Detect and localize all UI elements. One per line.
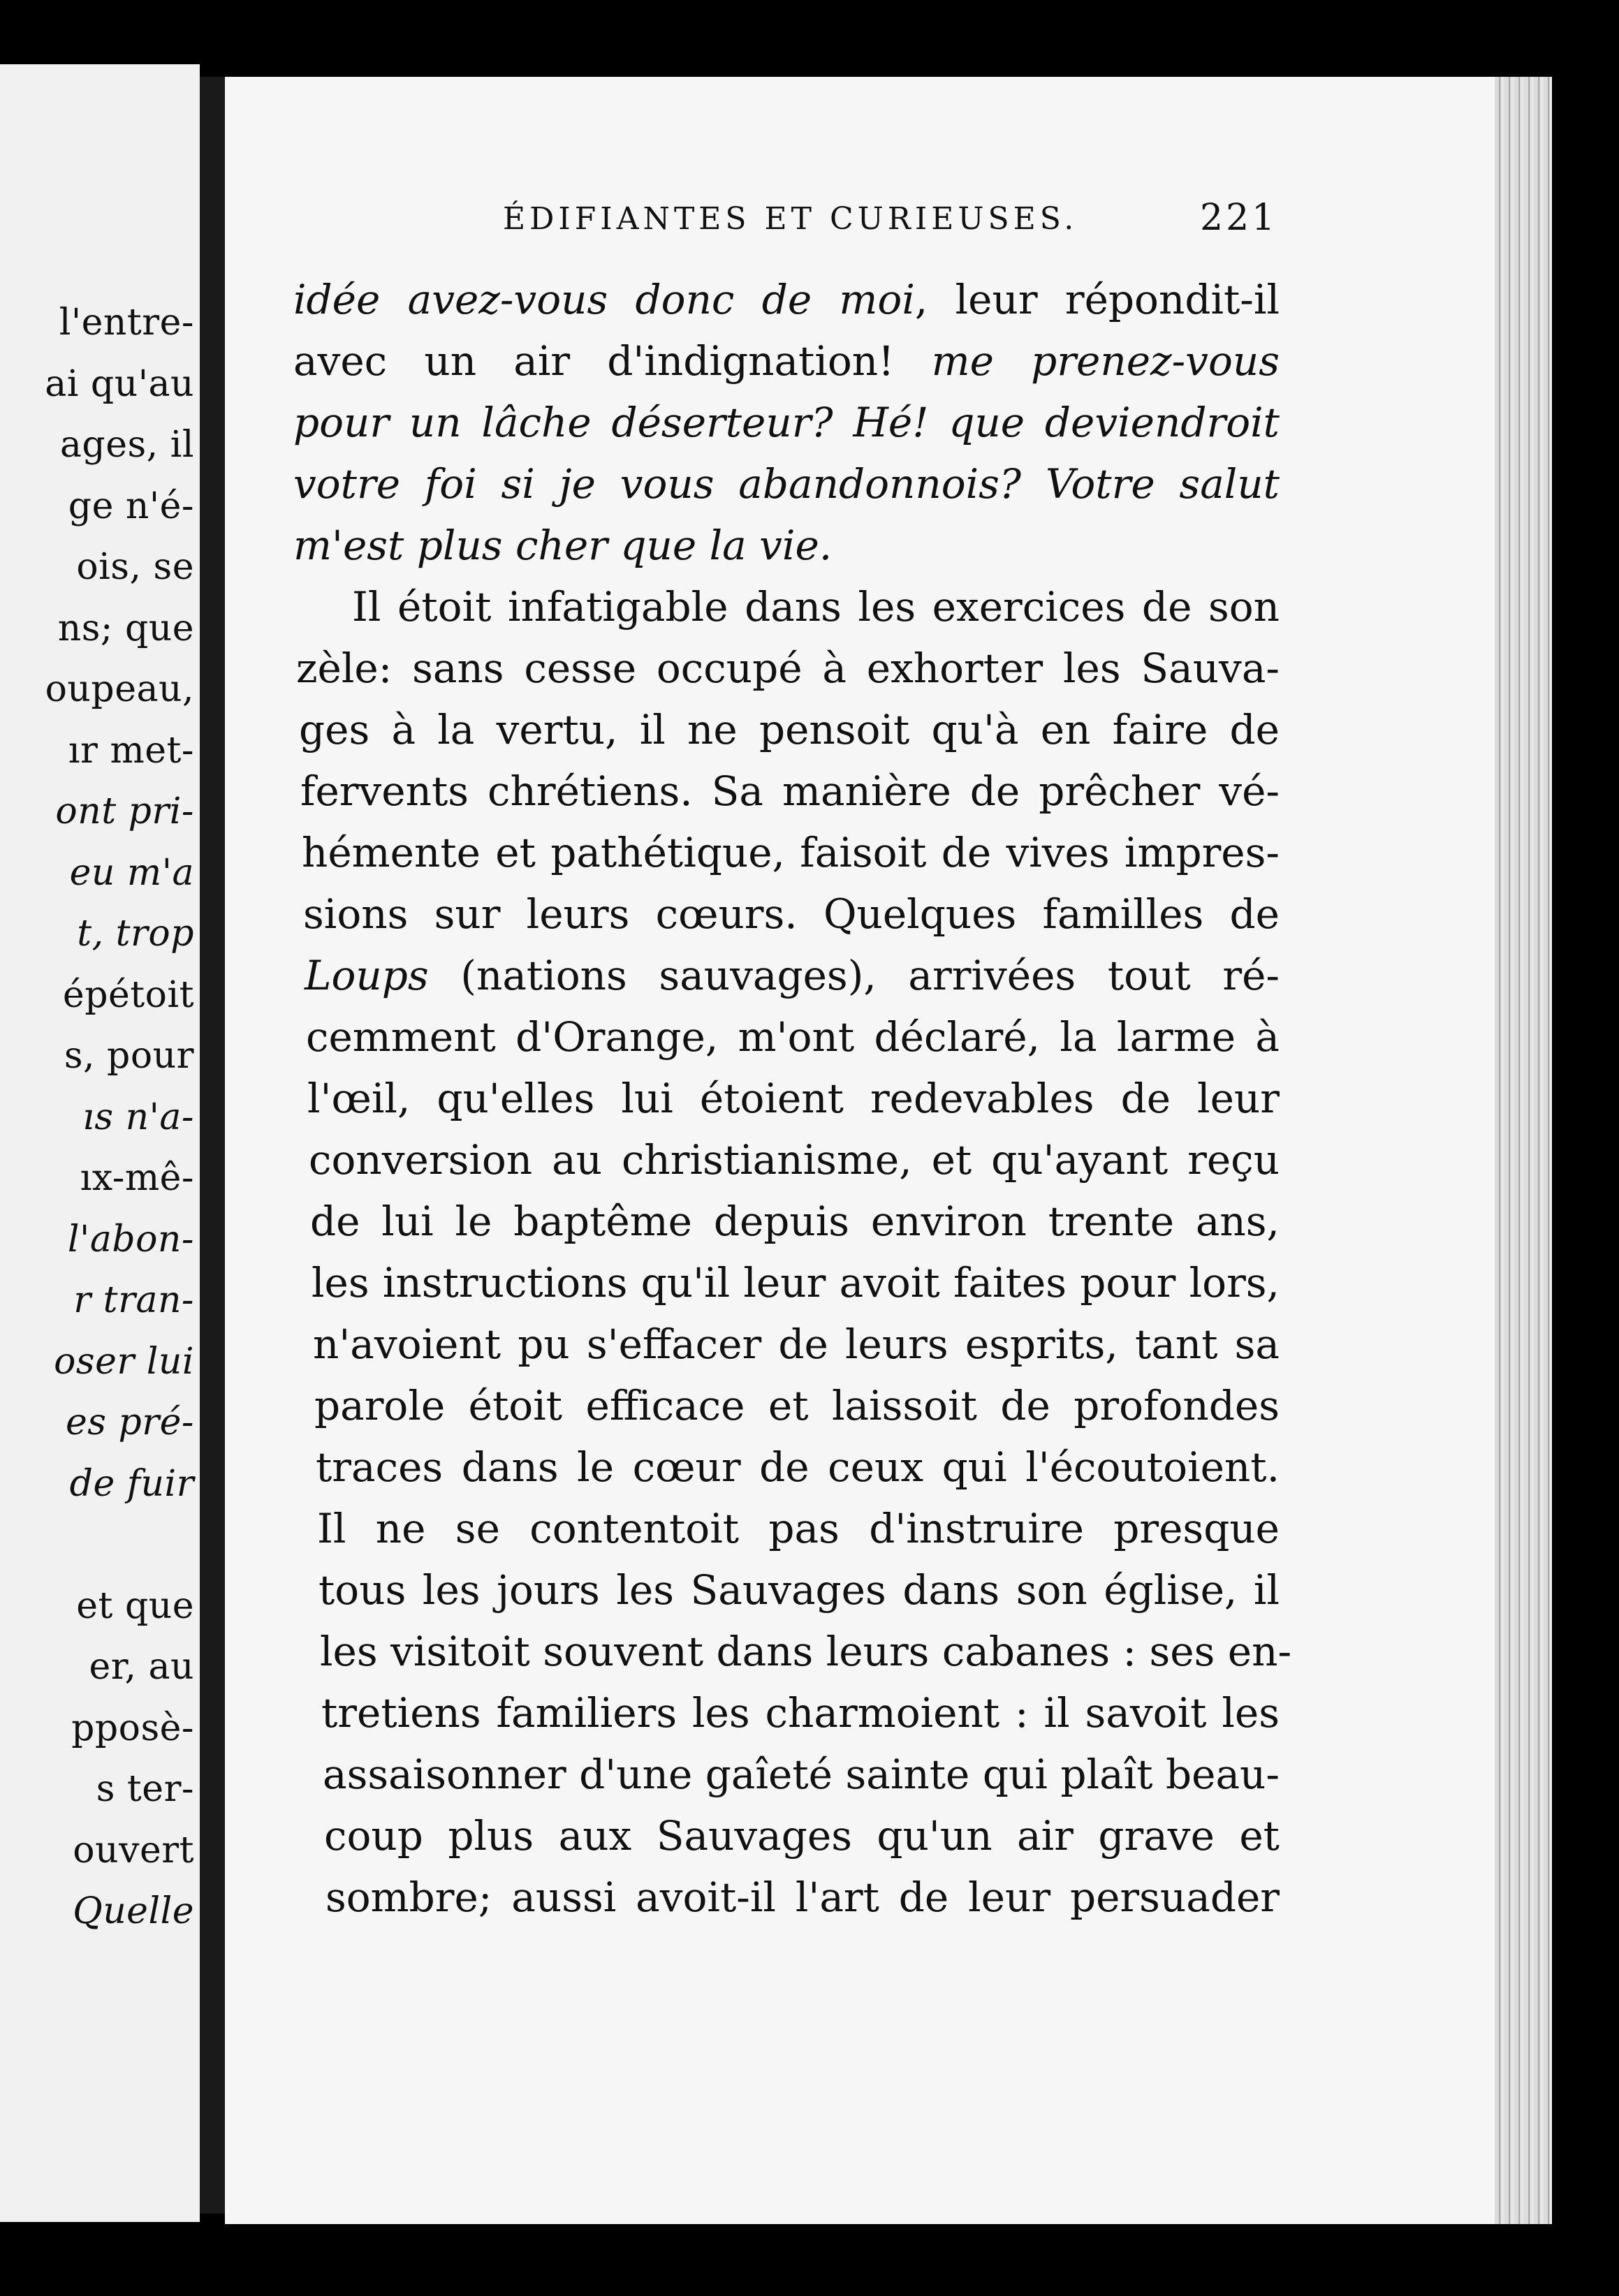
left-page-line: l'abon-: [67, 1218, 194, 1260]
left-page-line: épétoit: [62, 973, 194, 1016]
left-page-line: ages, il: [59, 424, 194, 466]
roman-text: hémente et pathétique, faisoit de vives impres-: [302, 829, 1280, 876]
text-line: [321, 1682, 1280, 1744]
text-line: [300, 760, 1280, 822]
text-line: [325, 1867, 1280, 1928]
roman-text: n'avoient pu s'effacer de leurs esprits, tant sa: [313, 1320, 1280, 1368]
text-line: [293, 515, 1280, 576]
text-line: [293, 453, 1280, 515]
text-line: [299, 699, 1280, 760]
roman-text: les visitoit souvent dans leurs cabanes : ses en-: [320, 1628, 1292, 1675]
roman-text: tretiens familiers les charmoient : il savoit les: [321, 1689, 1280, 1737]
left-page-line: l'entre-: [59, 302, 194, 344]
italic-text: idée avez-vous donc de moi: [293, 276, 915, 323]
page-edge: [1495, 77, 1551, 2224]
text-line: [320, 1621, 1292, 1682]
italic-text: Loups: [305, 952, 429, 999]
left-page-line: t, trop: [77, 913, 194, 955]
text-line: [306, 1006, 1280, 1068]
book-gutter: [200, 77, 226, 2214]
roman-text: , leur répondit-il: [914, 276, 1280, 323]
text-line: [318, 1559, 1280, 1621]
roman-text: cemment d'Orange, m'ont déclaré, la larme à: [306, 1013, 1280, 1061]
text-line: [307, 1068, 1280, 1129]
text-line: [310, 1191, 1280, 1252]
left-page-line: ouvert: [73, 1829, 194, 1871]
roman-text: Il étoit infatigable dans les exercices de son: [352, 583, 1280, 631]
left-page-line: ıs n'a-: [82, 1096, 194, 1138]
roman-text: parole étoit efficace et laissoit de profondes: [314, 1382, 1280, 1429]
left-page-line: es pré-: [66, 1401, 194, 1443]
roman-text: tous les jours les Sauvages dans son église, il: [318, 1566, 1280, 1614]
roman-text: traces dans le cœur de ceux qui l'écoutoient.: [316, 1443, 1280, 1491]
text-line: [314, 1375, 1280, 1436]
roman-text: zèle: sans cesse occupé à exhorter les Sauva-: [296, 645, 1280, 692]
text-line: [303, 883, 1280, 945]
text-line: [293, 330, 1280, 392]
running-title: ÉDIFIANTES ET CURIEUSES.: [503, 201, 1078, 237]
text-line: [309, 1129, 1280, 1191]
text-line: [293, 269, 1280, 330]
roman-text: fervents chrétiens. Sa manière de prêcher vé-: [300, 767, 1280, 815]
page-number: 221: [1200, 197, 1278, 239]
roman-text: (nations sauvages), arrivées tout ré-: [428, 952, 1280, 999]
italic-text: me prenez-vous: [931, 337, 1280, 385]
left-page-line: ns; que: [57, 607, 194, 649]
italic-text: m'est plus cher que la vie.: [293, 522, 833, 569]
left-page-line: ois, se: [76, 546, 194, 588]
roman-text: les instructions qu'il leur avoit faites pour lors,: [312, 1259, 1280, 1307]
left-page-fragment: [0, 64, 200, 2222]
left-page-line: s, pour: [64, 1035, 194, 1077]
left-page-line: r tran-: [73, 1279, 194, 1321]
left-page-line: eu m'a: [69, 851, 194, 894]
roman-text: sombre; aussi avoit-il l'art de leur persuader: [325, 1874, 1280, 1921]
left-page-line: ai qu'au: [45, 362, 194, 405]
left-page-line: ır met-: [68, 729, 194, 772]
left-page-line: pposè-: [71, 1707, 194, 1749]
left-page-line: ıx-mê-: [80, 1157, 194, 1199]
text-line: [313, 1313, 1280, 1375]
roman-text: de lui le baptême depuis environ trente ans,: [310, 1198, 1280, 1245]
left-page-line: de fuir: [69, 1462, 194, 1505]
left-page-line: ge n'é-: [68, 485, 194, 527]
body-text: [293, 269, 1292, 1928]
left-page-line: Quelle: [73, 1890, 194, 1932]
roman-text: assaisonner d'une gaîeté sainte qui plaît beau-: [323, 1751, 1280, 1798]
roman-text: avec un air d'indignation!: [293, 337, 932, 385]
left-page-line: ont pri-: [55, 790, 194, 832]
text-line: [324, 1805, 1280, 1867]
italic-text: votre foi si je vous abandonnois? Votre salut: [293, 460, 1280, 508]
roman-text: Il ne se contentoit pas d'instruire presque: [317, 1505, 1280, 1552]
left-page-line: s ter-: [96, 1768, 194, 1810]
left-page-line: er, au: [89, 1646, 194, 1688]
roman-text: sions sur leurs cœurs. Quelques familles de: [303, 890, 1280, 938]
italic-text: pour un lâche déserteur? Hé! que deviendroit: [293, 399, 1280, 446]
left-page-line: oupeau,: [45, 668, 194, 710]
left-page-line: oser lui: [54, 1340, 194, 1383]
text-line: [316, 1436, 1280, 1498]
text-line: [317, 1498, 1280, 1559]
roman-text: l'œil, qu'elles lui étoient redevables de leur: [307, 1075, 1280, 1122]
text-line: [302, 822, 1280, 883]
text-line: [323, 1744, 1280, 1805]
text-line: [293, 392, 1280, 453]
text-line: [305, 945, 1280, 1006]
text-line: [312, 1252, 1280, 1313]
text-line: [296, 638, 1280, 699]
text-line: [293, 576, 1280, 638]
roman-text: ges à la vertu, il ne pensoit qu'à en faire de: [299, 706, 1280, 753]
roman-text: conversion au christianisme, et qu'ayant reçu: [309, 1136, 1280, 1184]
left-page-line: et que: [76, 1584, 194, 1627]
roman-text: coup plus aux Sauvages qu'un air grave et: [324, 1812, 1280, 1860]
